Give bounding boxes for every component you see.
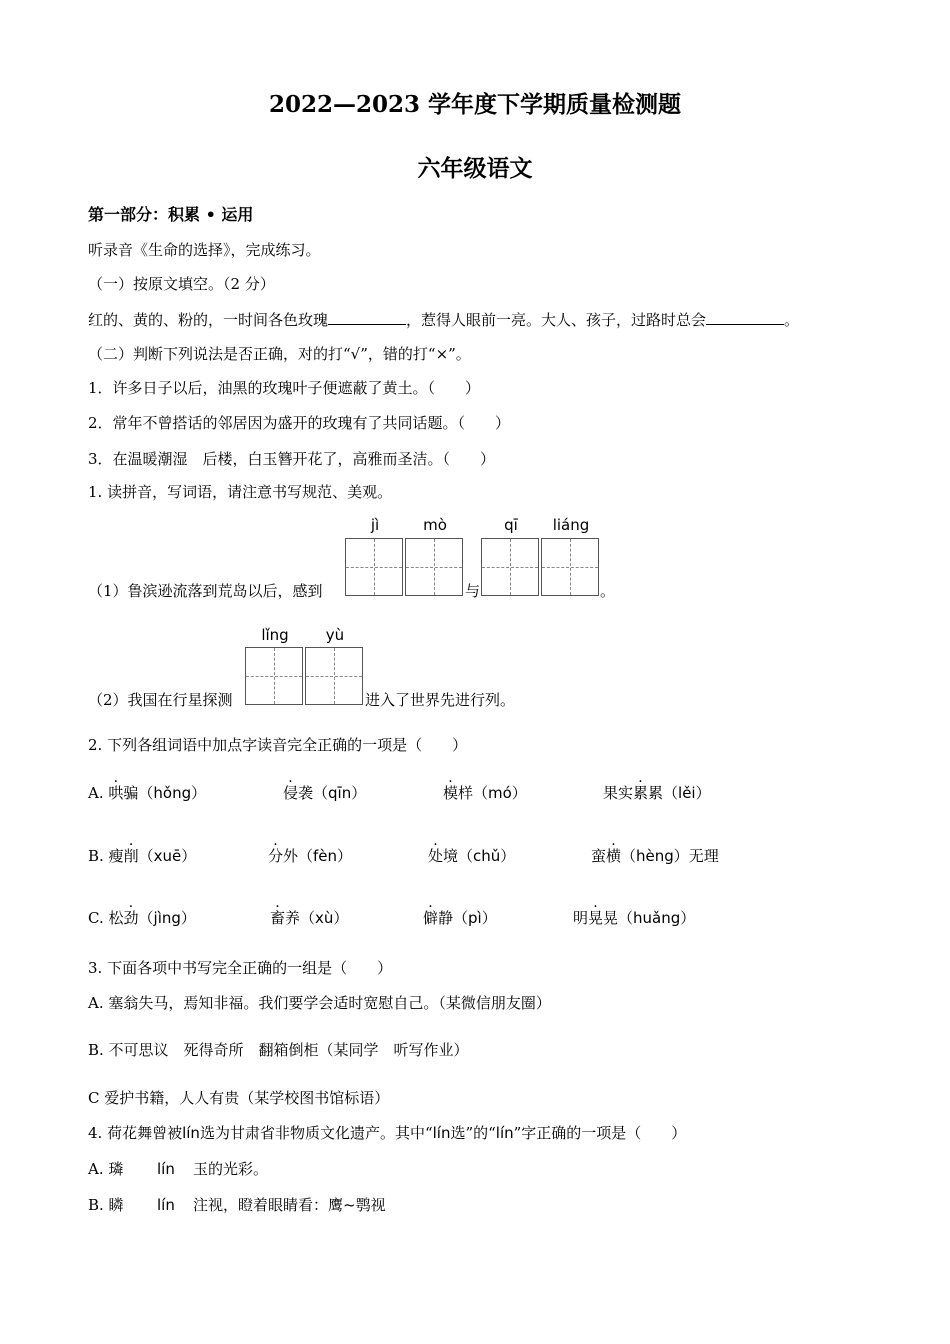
- judge-item-1: [88, 378, 480, 398]
- option-label: A.: [88, 784, 104, 802]
- dotted-char: 哄: [108, 784, 124, 802]
- q4-option-a-char: A. 璘: [88, 1160, 124, 1178]
- pinyin-label-6: yù: [325, 626, 345, 644]
- dotted-char: 侵: [283, 784, 299, 802]
- q2-option-a-word4: [603, 783, 711, 803]
- q4-option-b-char: B. 瞵: [88, 1196, 124, 1214]
- q4-option-a-pinyin: lín: [157, 1160, 175, 1178]
- pinyin-label-5: lǐng: [261, 626, 289, 644]
- word-rest: 袭（qīn）: [298, 784, 367, 802]
- dotted-char: 处: [428, 847, 444, 865]
- pinyin-label-1: jì: [370, 516, 380, 534]
- pinyin-label-4: liáng: [552, 516, 590, 534]
- part2-label: （二）判断下列说法是否正确，对的打“√”，错的打“×”。: [88, 345, 471, 363]
- part1-fill-text: [88, 310, 799, 330]
- part1-label: （一）按原文填空。（2 分）: [88, 275, 275, 293]
- answer-blank-2[interactable]: [706, 310, 784, 325]
- q3-option-b[interactable]: B. 不可思议 死得奇所 翻箱倒柜（某同学 听写作业）: [88, 1041, 469, 1059]
- q2-option-b-word4: [591, 846, 719, 866]
- dotted-char: 横: [606, 847, 622, 865]
- section-heading: 第一部分：积累 • 运用: [88, 205, 254, 224]
- q2-option-b-word3: [428, 846, 515, 866]
- judge-text-1: 1．许多日子以后，油黑的玫瑰叶子便遮蔽了黄土。（: [88, 379, 436, 397]
- q4-stem: [88, 1123, 686, 1143]
- word-rest: （hèng）无理: [621, 847, 719, 865]
- answer-blank-1[interactable]: [328, 310, 406, 325]
- q2-option-a-word2: [283, 783, 366, 803]
- q2-option-c[interactable]: [88, 908, 196, 928]
- q2-option-c-word4: [573, 908, 695, 928]
- judge-item-3: [88, 449, 495, 469]
- q1-item1-mid: 与: [465, 582, 481, 600]
- option-label: C.: [88, 909, 104, 927]
- q1-item1-end: 。: [600, 582, 616, 600]
- q1-item2-end: 进入了世界先进行列。: [365, 691, 516, 709]
- judge-text-2: 2．常年不曾搭话的邻居因为盛开的玫瑰有了共同话题。（: [88, 414, 466, 432]
- dotted-char: 僻: [423, 909, 439, 927]
- word-rest: 境（chǔ）: [443, 847, 516, 865]
- word-rest: 养（xù）: [285, 909, 349, 927]
- q4-pinyin-3: lín: [495, 1124, 514, 1142]
- dotted-char: 累: [633, 784, 649, 802]
- q4-option-b-desc: 注视，瞪着眼睛看：鹰~鹗视: [193, 1196, 386, 1214]
- q1-item1-text: （1）鲁滨逊流落到荒岛以后，感到: [88, 582, 323, 600]
- word-part: 蛮: [591, 847, 607, 865]
- word-part: 明: [573, 909, 589, 927]
- q3-stem: 3. 下面各项中书写完全正确的一组是（ ）: [88, 959, 393, 977]
- word-part: 瘦: [108, 847, 124, 865]
- q2-option-a-word3: [443, 783, 527, 803]
- page-subtitle: 六年级语文: [417, 155, 533, 182]
- writing-grid-5[interactable]: [245, 647, 303, 705]
- writing-grid-4[interactable]: [541, 538, 599, 596]
- q4-pinyin-2: lín: [432, 1124, 451, 1142]
- word-rest: 骗（hǒng）: [123, 784, 207, 802]
- judge-text-3: 3．在温暖潮湿 后楼，白玉簪开花了，高雅而圣洁。（: [88, 450, 451, 468]
- fill-text-b: ，惹得人眼前一亮。大人、孩子，过路时总会: [406, 311, 707, 329]
- judge-close-1: ）: [465, 379, 481, 397]
- judge-close-2: ）: [495, 414, 511, 432]
- page-title: 2022—2023 学年度下学期质量检测题: [268, 91, 682, 118]
- pinyin-label-3: qī: [504, 516, 518, 534]
- q4-option-a[interactable]: [88, 1159, 123, 1179]
- q2-option-c-word2: [270, 908, 348, 928]
- section-intro: 听录音《生命的选择》，完成练习。: [88, 241, 321, 259]
- word-part: 松: [108, 909, 124, 927]
- pinyin-label-2: mò: [423, 516, 447, 534]
- word-rest: （jìng）: [138, 909, 196, 927]
- dotted-char: 劲: [123, 909, 139, 927]
- word-rest: 样（mó）: [458, 784, 527, 802]
- q1-item2-text: （2）我国在行星探测: [88, 691, 233, 709]
- option-label: B.: [88, 847, 104, 865]
- q2-stem: 2. 下列各组词语中加点字读音完全正确的一项是（ ）: [88, 736, 468, 754]
- writing-grid-1[interactable]: [345, 538, 403, 596]
- dotted-char: 削: [123, 847, 139, 865]
- judge-close-3: ）: [480, 450, 496, 468]
- fill-text-a: 红的、黄的、粉的，一时间各色玫瑰: [88, 311, 329, 329]
- q4-option-a-desc: 玉的光彩。: [193, 1160, 269, 1178]
- q4-option-b[interactable]: [88, 1195, 124, 1215]
- q1-stem: 1. 读拼音，写词语，请注意书写规范、美观。: [88, 483, 393, 501]
- word-rest: 累（lěi）: [648, 784, 711, 802]
- dotted-char: 模: [443, 784, 459, 802]
- word-rest: （xuē）: [138, 847, 197, 865]
- writing-grid-6[interactable]: [305, 647, 363, 705]
- q4-stem-c: 选”的“: [450, 1124, 496, 1142]
- word-rest: 静（pì）: [438, 909, 497, 927]
- writing-grid-2[interactable]: [405, 538, 463, 596]
- dotted-char: 晃: [588, 909, 604, 927]
- judge-item-2: [88, 413, 510, 433]
- word-part: 果实: [603, 784, 634, 802]
- q2-option-c-word3: [423, 908, 497, 928]
- word-rest: 外（fèn）: [283, 847, 353, 865]
- q3-option-a[interactable]: A. 塞翁失马，焉知非福。我们要学会适时宽慰自己。（某微信朋友圈）: [88, 994, 551, 1012]
- fill-text-c: 。: [784, 311, 800, 329]
- q2-option-b-word2: [268, 846, 352, 866]
- q4-option-b-pinyin: lín: [157, 1196, 175, 1214]
- q4-stem-d: ”字正确的一项是（ ）: [513, 1124, 687, 1142]
- q4-stem-a: 4. 荷花舞曾被: [88, 1124, 183, 1142]
- q2-option-b[interactable]: [88, 846, 196, 866]
- q3-option-c[interactable]: C 爱护书籍，人人有贵（某学校图书馆标语）: [88, 1089, 390, 1107]
- dotted-char: 畜: [270, 909, 286, 927]
- q4-pinyin-1: lín: [182, 1124, 200, 1142]
- q2-option-a[interactable]: [88, 783, 206, 803]
- dotted-char: 分: [268, 847, 284, 865]
- writing-grid-3[interactable]: [481, 538, 539, 596]
- q4-stem-b: 选为甘肃省非物质文化遗产。其中“: [199, 1124, 433, 1142]
- word-rest: 晃（huǎng）: [603, 909, 696, 927]
